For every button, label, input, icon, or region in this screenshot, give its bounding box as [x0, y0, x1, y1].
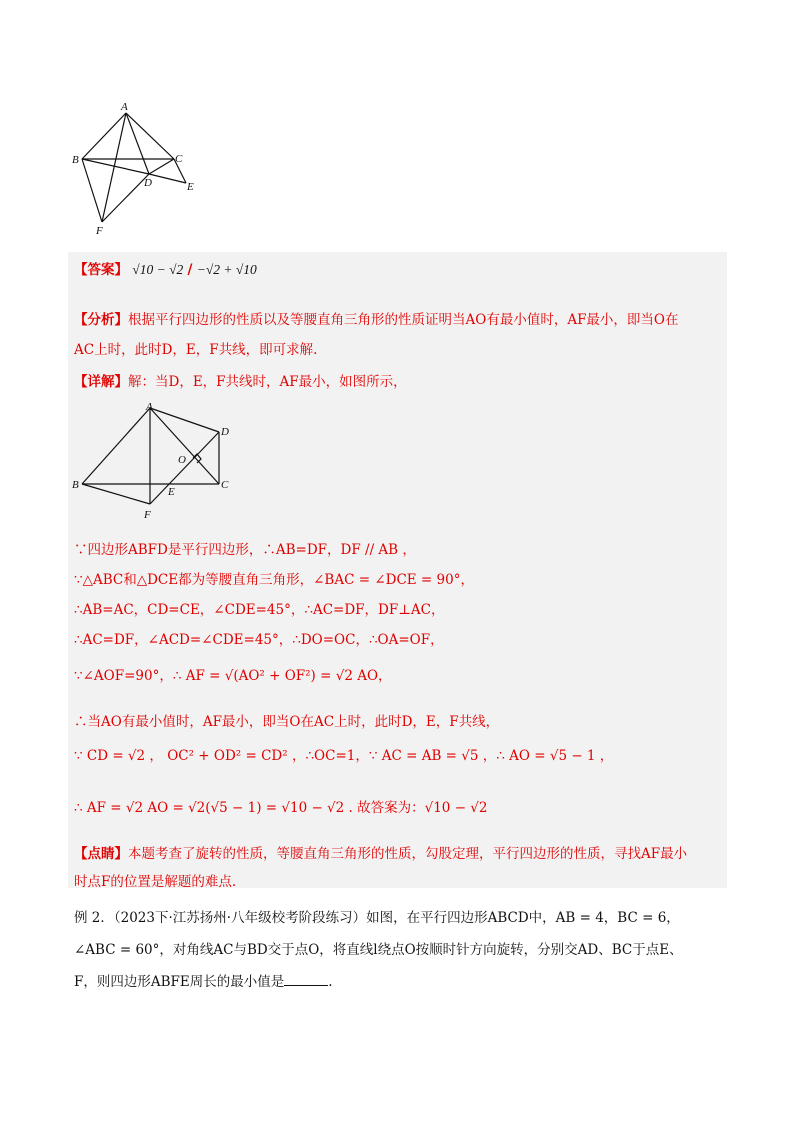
label-B: B: [72, 479, 79, 491]
label-A: A: [121, 101, 128, 113]
figure-1: [70, 100, 210, 240]
comment-tag: 【点睛】: [74, 846, 128, 862]
comment-line-2: [74, 870, 236, 890]
comment-text-1: 本题考查了旋转的性质，等腰直角三角形的性质，勾股定理，平行四边形的性质，寻找AF最小: [128, 846, 688, 862]
label-C: C: [221, 479, 229, 491]
comment-line-1: [74, 842, 687, 862]
label-O: O: [178, 454, 186, 466]
label-C: C: [175, 153, 183, 165]
proof-line-8: ∴ AF = √2 AO = √2(√5 − 1) = √10 − √2 . 故答案为：√10 − √2: [74, 800, 488, 816]
proof-line-3: ∴AB=AC，CD=CE，∠CDE=45°，∴AC=DF，DF⊥AC，: [74, 602, 445, 618]
answer-tag: 【答案】: [74, 262, 128, 278]
label-A: A: [146, 401, 153, 413]
example2-line-1: 例 2．（2023下·江苏扬州·八年级校考阶段练习）如图，在平行四边形ABCD中，AB = 4，BC = 6，: [74, 910, 680, 926]
example2-period: .: [328, 974, 333, 990]
example2-line-2: ∠ABC = 60°，对角线AC与BD交于点O，将直线l绕点O按顺时针方向旋转，分别交AD、BC于点E、: [74, 942, 683, 958]
analysis-line-2: [74, 338, 317, 358]
label-D: D: [221, 426, 229, 438]
figure-2: [70, 398, 240, 524]
proof-line-7: ∵ CD = √2 ， OC² + OD² = CD² ，∴OC=1，∵ AC = AB = √5 ，∴ AO = √5 − 1 ，: [74, 748, 614, 764]
figure-2-diagram: [70, 398, 240, 524]
label-B: B: [72, 154, 79, 166]
proof-line-5: ∵∠AOF=90°，∴ AF = √(AO² + OF²) = √2 AO，: [74, 668, 392, 684]
answer-value-2: −√2 + √10: [196, 262, 257, 277]
analysis-line-1: [74, 308, 679, 328]
proof-line-4: ∴AC=DF，∠ACD=∠CDE=45°，∴DO=OC，∴OA=OF，: [74, 632, 444, 648]
proof-line-2: ∵△ABC和△DCE都为等腰直角三角形，∠BAC = ∠DCE = 90°，: [74, 572, 474, 588]
label-F: F: [144, 509, 151, 521]
proof-line-1: ∵四边形ABFD是平行四边形，∴AB=DF，DF // AB ，: [74, 542, 416, 558]
detail-text: 解：当D，E，F共线时，AF最小，如图所示，: [128, 374, 407, 390]
figure-1-diagram: [70, 100, 210, 240]
answer-separator: /: [187, 262, 193, 278]
answer-value-1: √10 − √2: [132, 262, 184, 277]
analysis-text-1: 根据平行四边形的性质以及等腰直角三角形的性质证明当AO有最小值时，AF最小，即当O在: [128, 312, 679, 328]
example2-question: F，则四边形ABFE周长的最小值是: [74, 974, 285, 990]
label-E: E: [168, 486, 175, 498]
answer-blank: [284, 973, 328, 986]
example2-line-3: [74, 970, 333, 990]
detail-line: [74, 370, 407, 390]
label-D: D: [144, 177, 152, 189]
analysis-tag: 【分析】: [74, 312, 128, 328]
proof-line-6: ∴当AO有最小值时，AF最小，即当O在AC上时，此时D，E，F共线，: [74, 714, 500, 730]
detail-tag: 【详解】: [74, 374, 128, 390]
comment-text-2: 时点F的位置是解题的难点.: [74, 874, 237, 890]
analysis-text-2: AC上时，此时D，E，F共线，即可求解.: [74, 342, 318, 358]
answer-line: [74, 258, 257, 278]
label-E: E: [187, 181, 194, 193]
label-F: F: [96, 225, 103, 237]
